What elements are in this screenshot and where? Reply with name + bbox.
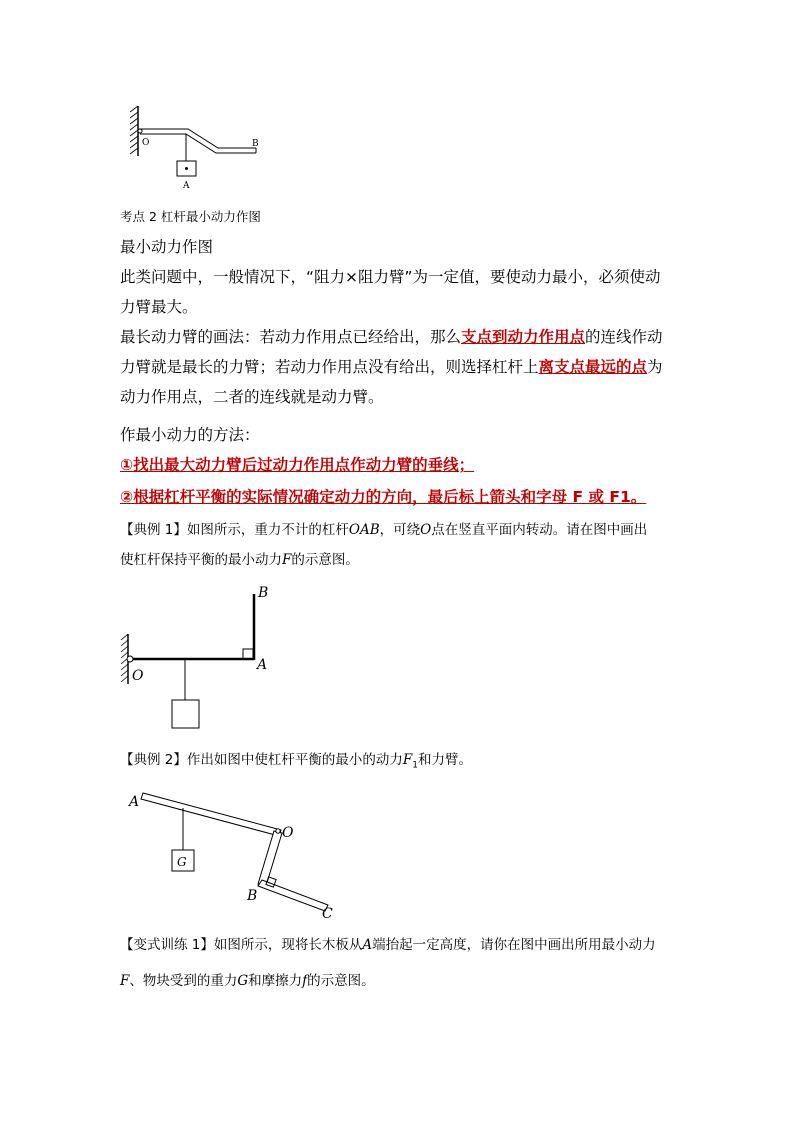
var: f bbox=[302, 973, 308, 989]
pivot-o bbox=[138, 129, 142, 133]
para2-line1 bbox=[120, 322, 663, 352]
text: 和摩擦力 bbox=[248, 973, 303, 989]
highlight-text: 离支点最远的点 bbox=[538, 358, 648, 376]
pivot-o bbox=[276, 829, 280, 833]
text: 如图所示，现将长木板从 bbox=[213, 937, 363, 953]
var: F bbox=[402, 752, 413, 768]
lever-figure-example1 bbox=[118, 582, 278, 734]
text: 最长动力臂的画法：若动力作用点已经给出，那么 bbox=[120, 328, 462, 346]
var: O bbox=[420, 522, 432, 538]
var: G bbox=[237, 973, 249, 989]
method-step1: ①找出最大动力臂后过动力作用点作动力臂的垂线； bbox=[120, 456, 475, 474]
right-angle-mark bbox=[243, 649, 253, 659]
exercise-tag: 【变式训练 1】 bbox=[120, 937, 214, 953]
highlight-text: 支点到动力作用点 bbox=[461, 328, 586, 346]
bar-bc bbox=[258, 880, 328, 911]
method-title: 作最小动力的方法： bbox=[120, 426, 260, 444]
label-b: B bbox=[258, 585, 269, 601]
label-o: O bbox=[132, 668, 144, 684]
para1-line1: 此类问题中，一般情况下，“阻力×阻力臂”为一定值，要使动力最小，必须使动 bbox=[120, 268, 661, 286]
para1-line2: 力臂最大。 bbox=[120, 298, 198, 316]
example-tag: 【典例 1】 bbox=[120, 522, 187, 538]
bent-lever bbox=[140, 129, 256, 153]
text: 点在竖直平面内转动。请在图中画出 bbox=[431, 522, 648, 538]
text: 的示意图。 bbox=[307, 973, 375, 989]
subtitle: 最小动力作图 bbox=[120, 238, 214, 256]
para2-line3: 动力作用点，二者的连线就是动力臂。 bbox=[120, 388, 384, 406]
label-b: B bbox=[247, 888, 258, 904]
wall-hatch bbox=[130, 106, 138, 154]
text: 、物块受到的重力 bbox=[129, 973, 238, 989]
label-a: A bbox=[129, 794, 140, 810]
text: 作出如图中使杠杆平衡的最小的动力 bbox=[186, 752, 403, 768]
exercise1-line1 bbox=[120, 930, 656, 960]
example-tag: 【典例 2】 bbox=[120, 752, 187, 768]
text: 的示意图。 bbox=[291, 552, 359, 568]
text: ，可绕 bbox=[379, 522, 421, 538]
example2-line bbox=[120, 745, 472, 781]
exercise1-line2 bbox=[120, 966, 375, 996]
text: 的连线作动 bbox=[585, 328, 663, 346]
text: 端抬起一定高度，请你在图中画出所用最小动力 bbox=[372, 937, 656, 953]
subscript: 1 bbox=[412, 760, 418, 771]
label-g: G bbox=[177, 855, 187, 869]
section-heading-text: 考点 2 杠杆最小动力作图 bbox=[120, 209, 261, 224]
label-b: B bbox=[252, 139, 259, 149]
text: 和力臂。 bbox=[418, 752, 472, 768]
weight-block bbox=[172, 700, 199, 728]
label-o: O bbox=[282, 825, 294, 841]
text: 力臂就是最长的力臂；若动力作用点没有给出，则选择杠杆上 bbox=[120, 358, 539, 376]
bar-ao bbox=[141, 793, 281, 836]
method-step2: ②根据杠杆平衡的实际情况确定动力的方向，最后标上箭头和字母 F 或 F1。 bbox=[120, 488, 647, 506]
var: OAB bbox=[348, 522, 380, 538]
var: A bbox=[362, 937, 373, 953]
var: F bbox=[120, 973, 130, 989]
label-a: A bbox=[257, 657, 268, 673]
label-c: C bbox=[322, 906, 333, 922]
lever-figure-example2 bbox=[125, 787, 345, 922]
example1-line1 bbox=[120, 515, 647, 545]
text: 使杠杆保持平衡的最小动力 bbox=[120, 552, 282, 568]
para2-line2 bbox=[120, 352, 663, 382]
pivot-o bbox=[127, 656, 133, 662]
var: F bbox=[282, 552, 292, 568]
section-heading bbox=[120, 202, 261, 233]
example1-line2 bbox=[120, 545, 359, 575]
lever-figure-top bbox=[118, 100, 278, 195]
label-a: A bbox=[183, 181, 190, 191]
label-o: O bbox=[142, 138, 150, 148]
text: 如图所示，重力不计的杠杆 bbox=[186, 522, 349, 538]
text: 为 bbox=[647, 358, 663, 376]
